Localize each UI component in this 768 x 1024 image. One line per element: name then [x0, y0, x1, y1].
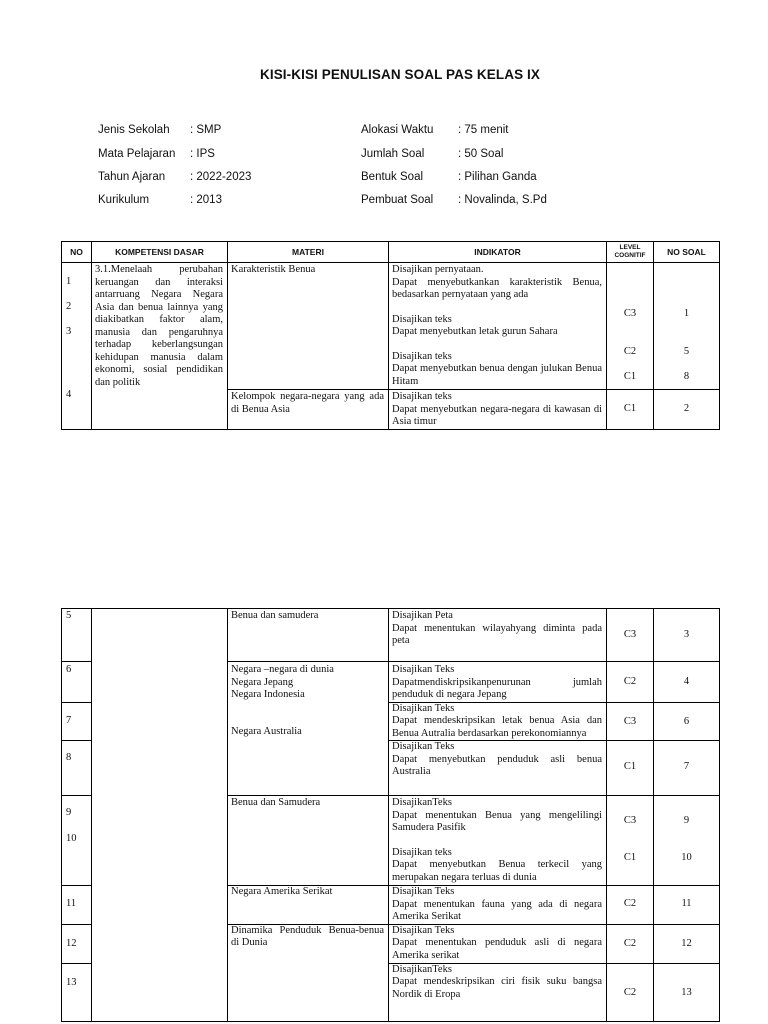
- row-number: 8: [66, 752, 72, 763]
- soal-value: 9: [683, 815, 690, 826]
- indikator-line: Dapat mendeskripsikan ciri fisik suku bangsa Nordik di Eropa: [392, 976, 602, 1000]
- indikator-line: Dapat menyebutkankan karakteristik Benua, bedasarkan pernyataan yang ada: [392, 276, 602, 300]
- indikator-line: Disajikan Teks: [392, 924, 455, 936]
- indikator-line: Disajikan pernyataan.: [392, 264, 484, 275]
- cell-indikator: [389, 741, 607, 796]
- row-number: 13: [66, 976, 77, 988]
- cell-level: [607, 609, 654, 662]
- cell-indikator: [389, 263, 607, 390]
- cell-no-soal: [654, 886, 720, 925]
- level-value: C1: [623, 852, 637, 863]
- info-value: : Pilihan Ganda: [458, 171, 537, 183]
- cell-level: [607, 741, 654, 796]
- kompetensi-text: 3.1.Menelaah perubahan keruangan dan interaksi antarruang Negara Negara Asia dan benua lainnya yang diakibatkan faktor alam, manusia dan pengaruhnya terhadap keberlangsungan kehidupan manusia dalam ekonomi, sosial pendidikan dan politik: [95, 264, 223, 388]
- header-row: [62, 242, 720, 263]
- soal-value: 10: [681, 852, 692, 863]
- indikator-block: [389, 741, 606, 779]
- level-value: C3: [623, 815, 637, 826]
- materi-block: [231, 664, 334, 702]
- cell-level: [607, 263, 654, 390]
- level-value: C3: [623, 715, 637, 727]
- cell-level: [607, 702, 654, 741]
- soal-value: 1: [683, 308, 690, 319]
- soal-value: 6: [683, 715, 690, 727]
- soal-value: 12: [681, 937, 692, 949]
- info-value: : 2013: [190, 194, 222, 206]
- indikator-line: Disajikan Teks: [392, 702, 455, 714]
- materi-text: Negara Australia: [231, 726, 302, 737]
- soal-value: 5: [683, 346, 690, 357]
- cell-indikator: [389, 702, 607, 741]
- indikator-line: Dapat menyebutkan Benua terkecil yang merupakan negara terluas di dunia: [392, 859, 602, 883]
- level-value: C3: [623, 308, 637, 319]
- indikator-line: Disajikan teks: [392, 846, 452, 858]
- soal-value: 3: [683, 629, 690, 640]
- materi-text: Benua dan samudera: [231, 610, 319, 621]
- info-label: Bentuk Soal: [361, 171, 424, 183]
- header-level-line: LEVEL: [619, 244, 641, 251]
- cell-no-soal: [654, 796, 720, 886]
- info-label: Pembuat Soal: [361, 194, 434, 206]
- cell-level: [607, 886, 654, 925]
- level-value: C1: [623, 371, 637, 382]
- level-value: C2: [623, 986, 637, 998]
- indikator-line: Disajikan teks: [392, 391, 452, 402]
- level-value: C1: [623, 761, 637, 772]
- indikator-block: [389, 886, 606, 924]
- cell-indikator: [389, 796, 607, 886]
- header-kompetensi: KOMPETENSI DASAR: [92, 242, 228, 263]
- cell-no-soal: [654, 390, 720, 430]
- indikator-block: [389, 964, 606, 1002]
- info-label: Alokasi Waktu: [361, 124, 434, 136]
- soal-value: 11: [681, 898, 692, 909]
- info-value: : 50 Soal: [458, 148, 504, 160]
- row-number: 9: [66, 807, 72, 818]
- materi-text: Kelompok negara-negara yang ada di Benua Asia: [231, 391, 384, 415]
- row-number: 4: [66, 389, 72, 400]
- cell-no: [62, 796, 92, 886]
- cell-indikator: [389, 924, 607, 963]
- row-number: 1: [66, 276, 72, 287]
- cell-no-soal: [654, 924, 720, 963]
- cell-no: [62, 886, 92, 925]
- info-label: Jenis Sekolah: [98, 124, 170, 136]
- info-label: Tahun Ajaran: [98, 171, 166, 183]
- info-value: : 75 menit: [458, 124, 509, 136]
- table-row: [62, 263, 720, 390]
- indikator-block: [389, 925, 606, 963]
- cell-no-soal: [654, 741, 720, 796]
- cell-materi: [228, 390, 389, 430]
- indikator-line: Disajikan teks: [392, 350, 452, 362]
- header-indikator: INDIKATOR: [389, 242, 607, 263]
- info-label: Jumlah Soal: [361, 148, 425, 160]
- cell-materi: [228, 886, 389, 925]
- info-label: Kurikulum: [98, 194, 150, 206]
- cell-indikator: [389, 609, 607, 662]
- row-number: 2: [66, 301, 72, 312]
- cell-no: [62, 609, 92, 662]
- soal-value: 4: [683, 676, 690, 687]
- indikator-line: Disajikan Teks: [392, 741, 455, 752]
- level-value: C2: [623, 898, 637, 909]
- cell-no-soal: [654, 963, 720, 1021]
- indikator-line: Dapat menentukan Benua yang mengelilingi Samudera Pasifik: [392, 809, 602, 833]
- cell-kompetensi: [92, 609, 228, 1022]
- cell-level: [607, 796, 654, 886]
- info-value: : Novalinda, S.Pd: [458, 194, 547, 206]
- cell-materi: [228, 924, 389, 1021]
- materi-line: Negara Jepang: [231, 676, 294, 688]
- indikator-block: [389, 703, 606, 741]
- cell-no-soal: [654, 702, 720, 741]
- indikator-block: [389, 609, 606, 648]
- cell-indikator: [389, 662, 607, 703]
- indikator-line: Disajikan teks: [392, 313, 452, 325]
- cell-materi: [228, 263, 389, 390]
- indikator-line: Disajikan Teks: [392, 886, 455, 897]
- cell-indikator: [389, 886, 607, 925]
- cell-no-soal: [654, 263, 720, 390]
- row-number: 12: [66, 937, 77, 949]
- materi-line: Negara Indonesia: [231, 689, 305, 700]
- cell-level: [607, 390, 654, 430]
- materi-text: Benua dan Samudera: [231, 797, 321, 808]
- cell-no-soal: [654, 609, 720, 662]
- materi-text: Negara Amerika Serikat: [231, 886, 333, 897]
- indikator-line: Dapat menentukan penduduk asli di negara Amerika serikat: [392, 937, 602, 961]
- indikator-line: Dapat menentukan fauna yang ada di negara Amerika Serikat: [392, 898, 602, 922]
- soal-value: 8: [683, 371, 690, 382]
- cell-materi: [228, 662, 389, 796]
- soal-value: 2: [683, 403, 690, 414]
- row-number: 10: [66, 833, 77, 844]
- indikator-block: [389, 662, 606, 702]
- materi-text: Karakteristik Benua: [231, 264, 316, 275]
- cell-level: [607, 662, 654, 703]
- cell-no: [62, 662, 92, 703]
- row-number: 6: [66, 664, 72, 675]
- info-value: : IPS: [190, 148, 215, 160]
- soal-value: 7: [683, 761, 690, 772]
- indikator-line: Dapat menyebutkan penduduk asli benua Australia: [392, 753, 602, 777]
- cell-no: [62, 702, 92, 741]
- cell-materi: [228, 796, 389, 886]
- materi-text: Dinamika Penduduk Benua-benua di Dunia: [231, 924, 384, 948]
- info-value: : SMP: [190, 124, 222, 136]
- row-number: 5: [66, 610, 72, 621]
- row-number: 3: [66, 326, 72, 337]
- indikator-line: Dapatmendiskripsikanpenurunan jumlah penduduk di negara Jepang: [392, 676, 602, 700]
- cell-indikator: [389, 963, 607, 1021]
- level-value: C2: [623, 937, 637, 949]
- indikator-line: Dapat menentukan wilayahyang diminta pada peta: [392, 622, 602, 646]
- cell-no: [62, 963, 92, 1021]
- cell-level: [607, 924, 654, 963]
- indikator-line: Dapat mendeskripsikan letak benua Asia dan Benua Autralia berdasarkan perekonomiannya: [392, 715, 602, 739]
- indikator-line: Dapat menyebutkan benua dengan julukan Benua Hitam: [392, 363, 602, 387]
- cell-indikator: [389, 390, 607, 430]
- table-row: [62, 609, 720, 662]
- header-no-soal: NO SOAL: [654, 242, 720, 263]
- level-value: C2: [623, 346, 637, 357]
- cell-level: [607, 963, 654, 1021]
- cell-no: [62, 741, 92, 796]
- row-number: 11: [66, 898, 77, 909]
- level-value: C1: [623, 403, 637, 414]
- level-value: C3: [623, 629, 637, 640]
- indikator-line: Disajikan Peta: [392, 610, 453, 621]
- grid-table-2: [61, 608, 720, 1022]
- indikator-block: [389, 263, 606, 388]
- indikator-line: DisajikanTeks: [392, 963, 452, 975]
- level-value: C2: [623, 676, 637, 687]
- header-level-line: COGNITIF: [614, 252, 646, 259]
- indikator-line: Dapat menyebutkan letak gurun Sahara: [392, 326, 558, 337]
- header-materi: MATERI: [228, 242, 389, 263]
- header-level: [607, 242, 654, 263]
- document-title: KISI-KISI PENULISAN SOAL PAS KELAS IX: [260, 67, 540, 82]
- soal-value: 13: [681, 986, 692, 998]
- materi-line: Negara –negara di dunia: [231, 664, 334, 675]
- cell-no: [62, 263, 92, 430]
- indikator-line: Disajikan Teks: [392, 664, 455, 675]
- indikator-block: [389, 796, 606, 884]
- indikator-line: DisajikanTeks: [392, 797, 452, 808]
- row-number: 7: [66, 714, 72, 726]
- grid-table-1: [61, 241, 720, 430]
- cell-no-soal: [654, 662, 720, 703]
- cell-no: [62, 924, 92, 963]
- indikator-block: [389, 390, 606, 429]
- cell-materi: [228, 609, 389, 662]
- info-label: Mata Pelajaran: [98, 148, 176, 160]
- cell-kompetensi: [92, 263, 228, 430]
- info-value: : 2022-2023: [190, 171, 252, 183]
- indikator-line: Dapat menyebutkan negara-negara di kawasan di Asia timur: [392, 403, 602, 427]
- header-no: NO: [62, 242, 92, 263]
